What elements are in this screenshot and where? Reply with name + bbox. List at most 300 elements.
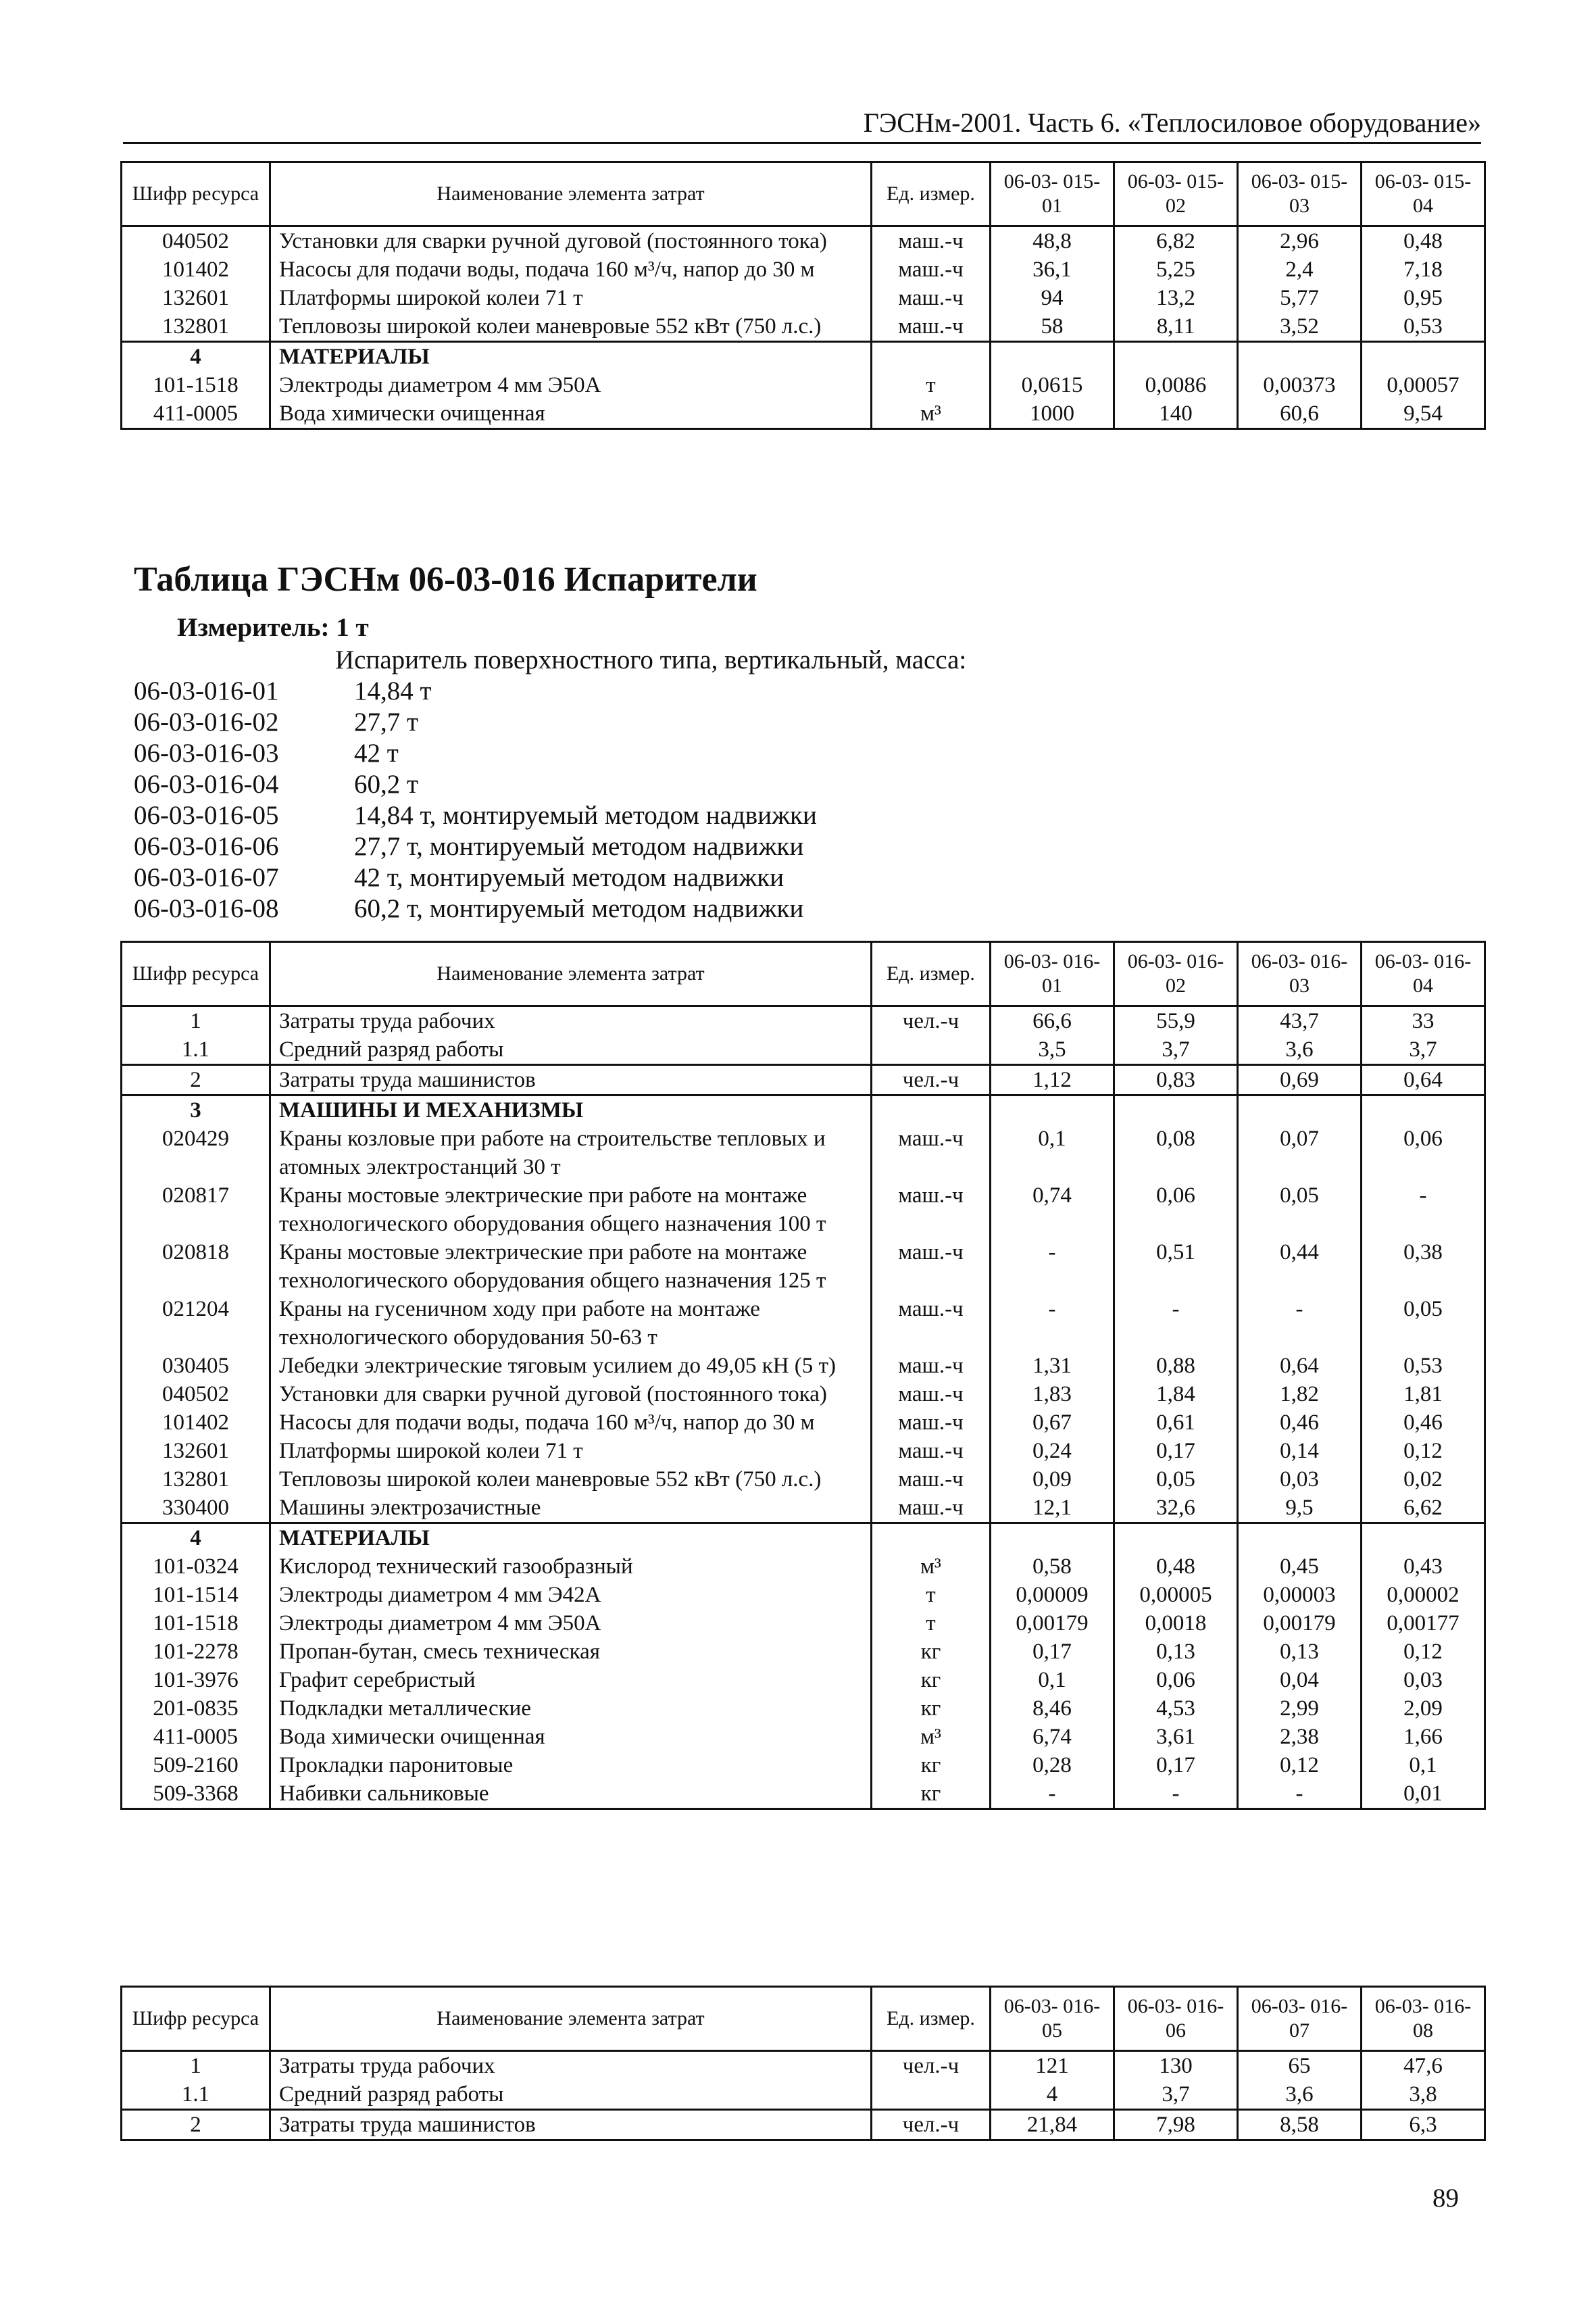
cell-value: 0,1 bbox=[991, 1125, 1114, 1181]
variant-code: 06-03-016-01 bbox=[134, 676, 279, 706]
cell-value: 2,99 bbox=[1238, 1694, 1362, 1723]
cell-value: 0,43 bbox=[1362, 1552, 1485, 1581]
cell-name: Вода химически очищенная bbox=[270, 399, 872, 429]
cell-value: 1,12 bbox=[991, 1065, 1114, 1096]
cell-value: 0,05 bbox=[1238, 1181, 1362, 1238]
cell-code: 411-0005 bbox=[122, 1723, 270, 1751]
cell-empty bbox=[1238, 1096, 1362, 1125]
cell-value: 0,05 bbox=[1362, 1295, 1485, 1352]
cell-unit: маш.-ч bbox=[872, 284, 991, 312]
cell-name: Насосы для подачи воды, подача 160 м³/ч, напор до 30 м bbox=[270, 1408, 872, 1437]
cell-value: 0,02 bbox=[1362, 1465, 1485, 1494]
cell-name: Затраты труда рабочих bbox=[270, 1006, 872, 1036]
cell-code: 101402 bbox=[122, 1408, 270, 1437]
cell-value: 0,1 bbox=[1362, 1751, 1485, 1779]
cell-unit: кг bbox=[872, 1694, 991, 1723]
cell-value: 55,9 bbox=[1114, 1006, 1238, 1036]
variant-code: 06-03-016-03 bbox=[134, 739, 279, 768]
cell-value: 0,03 bbox=[1238, 1465, 1362, 1494]
page-number: 89 bbox=[1432, 2184, 1459, 2213]
cell-value: 3,52 bbox=[1238, 312, 1362, 342]
cell-unit: чел.-ч bbox=[872, 1065, 991, 1096]
cell-unit: м³ bbox=[872, 1723, 991, 1751]
header-code: Шифр ресурса bbox=[122, 1987, 270, 2051]
cell-value: 0,88 bbox=[1114, 1352, 1238, 1380]
variant-text: 27,7 т, монтируемый методом надвижки bbox=[354, 832, 804, 861]
cell-unit: маш.-ч bbox=[872, 1238, 991, 1295]
section-row bbox=[122, 342, 1485, 372]
variants-list bbox=[134, 676, 817, 925]
cell-value: 1,82 bbox=[1238, 1380, 1362, 1408]
variant-code: 06-03-016-04 bbox=[134, 770, 279, 799]
cell-value: 0,17 bbox=[1114, 1751, 1238, 1779]
cell-value: 0,00179 bbox=[1238, 1609, 1362, 1638]
cell-code: 030405 bbox=[122, 1352, 270, 1380]
cell-value: 1,81 bbox=[1362, 1380, 1485, 1408]
cell-value: 1,31 bbox=[991, 1352, 1114, 1380]
cell-value: 0,0018 bbox=[1114, 1609, 1238, 1638]
cell-name: МАШИНЫ И МЕХАНИЗМЫ bbox=[270, 1096, 872, 1125]
table-row bbox=[122, 1238, 1485, 1295]
cell-value: 1000 bbox=[991, 399, 1114, 429]
cell-value: 3,7 bbox=[1114, 2080, 1238, 2110]
cell-value: 7,98 bbox=[1114, 2110, 1238, 2140]
cell-value: 2,96 bbox=[1238, 226, 1362, 256]
variant-item bbox=[134, 800, 817, 831]
cell-name: Краны мостовые электрические при работе на монтаже технологического оборудования общего назначения 125 т bbox=[270, 1238, 872, 1295]
table-row bbox=[122, 1494, 1485, 1523]
cell-name: Установки для сварки ручной дуговой (постоянного тока) bbox=[270, 226, 872, 256]
cell-code: 2 bbox=[122, 2110, 270, 2140]
cell-value: 0,04 bbox=[1238, 1666, 1362, 1694]
cell-name: Прокладки паронитовые bbox=[270, 1751, 872, 1779]
table-row bbox=[122, 226, 1485, 256]
cell-value: 2,4 bbox=[1238, 255, 1362, 284]
cell-value: 0,06 bbox=[1114, 1181, 1238, 1238]
cell-name: МАТЕРИАЛЫ bbox=[270, 342, 872, 372]
cell-name: Электроды диаметром 4 мм Э42А bbox=[270, 1581, 872, 1609]
cell-name: Затраты труда машинистов bbox=[270, 2110, 872, 2140]
variant-item bbox=[134, 769, 817, 800]
cell-value: 6,62 bbox=[1362, 1494, 1485, 1523]
cell-name: Подкладки металлические bbox=[270, 1694, 872, 1723]
cell-value: 0,00005 bbox=[1114, 1581, 1238, 1609]
table-row bbox=[122, 1352, 1485, 1380]
cell-value: - bbox=[991, 1238, 1114, 1295]
header-code: Шифр ресурса bbox=[122, 162, 270, 226]
table-row bbox=[122, 1552, 1485, 1581]
cell-code: 2 bbox=[122, 1065, 270, 1096]
cell-value: 8,11 bbox=[1114, 312, 1238, 342]
variant-text: 42 т bbox=[354, 739, 399, 768]
header-norm-code: 06-03- 016-06 bbox=[1114, 1987, 1238, 2051]
table-row bbox=[122, 1065, 1485, 1096]
cell-value: 0,67 bbox=[991, 1408, 1114, 1437]
header-rule bbox=[123, 142, 1481, 144]
variant-text: 42 т, монтируемый методом надвижки bbox=[354, 863, 784, 892]
cell-value: 3,61 bbox=[1114, 1723, 1238, 1751]
cell-name: Средний разряд работы bbox=[270, 2080, 872, 2110]
table-row bbox=[122, 1638, 1485, 1666]
cell-code: 201-0835 bbox=[122, 1694, 270, 1723]
table-header-row bbox=[122, 1987, 1485, 2051]
cell-value: 0,09 bbox=[991, 1465, 1114, 1494]
cell-value: 5,25 bbox=[1114, 255, 1238, 284]
cell-value: 58 bbox=[991, 312, 1114, 342]
table-header-row bbox=[122, 942, 1485, 1006]
cell-code: 101-1518 bbox=[122, 1609, 270, 1638]
cell-empty bbox=[1114, 1523, 1238, 1553]
cell-value: 121 bbox=[991, 2051, 1114, 2081]
cell-name: Затраты труда рабочих bbox=[270, 2051, 872, 2081]
cell-name: Электроды диаметром 4 мм Э50А bbox=[270, 1609, 872, 1638]
cell-value: 0,0615 bbox=[991, 371, 1114, 399]
cell-name: Тепловозы широкой колеи маневровые 552 кВт (750 л.с.) bbox=[270, 312, 872, 342]
cell-unit: маш.-ч bbox=[872, 1295, 991, 1352]
cell-unit: маш.-ч bbox=[872, 1181, 991, 1238]
cell-value: 0,53 bbox=[1362, 1352, 1485, 1380]
table-row bbox=[122, 2110, 1485, 2140]
table-row bbox=[122, 284, 1485, 312]
cell-code: 4 bbox=[122, 1523, 270, 1553]
cell-value: 3,6 bbox=[1238, 2080, 1362, 2110]
table-row bbox=[122, 1694, 1485, 1723]
variants-intro: Испаритель поверхностного типа, вертикальный, масса: bbox=[335, 645, 967, 674]
cell-value: 0,00002 bbox=[1362, 1581, 1485, 1609]
header-norm-code: 06-03- 015-03 bbox=[1238, 162, 1362, 226]
cell-unit: кг bbox=[872, 1666, 991, 1694]
variant-text: 14,84 т, монтируемый методом надвижки bbox=[354, 801, 817, 830]
cell-value: 2,09 bbox=[1362, 1694, 1485, 1723]
cell-code: 040502 bbox=[122, 226, 270, 256]
cell-name: Кислород технический газообразный bbox=[270, 1552, 872, 1581]
cell-name: Краны козловые при работе на строительстве тепловых и атомных электростанций 30 т bbox=[270, 1125, 872, 1181]
cell-value: 0,95 bbox=[1362, 284, 1485, 312]
table-06-03-016-part2 bbox=[120, 1986, 1486, 2141]
cell-value: 0,08 bbox=[1114, 1125, 1238, 1181]
cell-unit: маш.-ч bbox=[872, 226, 991, 256]
table-header-row bbox=[122, 162, 1485, 226]
variant-text: 60,2 т, монтируемый методом надвижки bbox=[354, 894, 804, 923]
cell-value: 0,46 bbox=[1238, 1408, 1362, 1437]
variant-item bbox=[134, 862, 817, 893]
cell-value: 0,14 bbox=[1238, 1437, 1362, 1465]
cell-name: Платформы широкой колеи 71 т bbox=[270, 1437, 872, 1465]
cell-value: 32,6 bbox=[1114, 1494, 1238, 1523]
header-unit: Ед. измер. bbox=[872, 942, 991, 1006]
cell-code: 3 bbox=[122, 1096, 270, 1125]
cell-value: 0,0086 bbox=[1114, 371, 1238, 399]
cell-code: 101-1518 bbox=[122, 371, 270, 399]
cell-code: 132601 bbox=[122, 284, 270, 312]
section-row bbox=[122, 1096, 1485, 1125]
cell-empty bbox=[1114, 342, 1238, 372]
cell-code: 132601 bbox=[122, 1437, 270, 1465]
cell-unit: чел.-ч bbox=[872, 2051, 991, 2081]
header-norm-code: 06-03- 016-03 bbox=[1238, 942, 1362, 1006]
cell-unit: м³ bbox=[872, 1552, 991, 1581]
cell-name: Краны мостовые электрические при работе на монтаже технологического оборудования общего назначения 100 т bbox=[270, 1181, 872, 1238]
table-06-03-016-part1 bbox=[120, 941, 1486, 1810]
header-name: Наименование элемента затрат bbox=[270, 942, 872, 1006]
cell-empty bbox=[1362, 1096, 1485, 1125]
table-row bbox=[122, 1181, 1485, 1238]
cell-value: 1,83 bbox=[991, 1380, 1114, 1408]
cell-unit: маш.-ч bbox=[872, 1352, 991, 1380]
cell-unit: маш.-ч bbox=[872, 1494, 991, 1523]
cell-unit: маш.-ч bbox=[872, 255, 991, 284]
cell-unit: м³ bbox=[872, 399, 991, 429]
cell-value: 94 bbox=[991, 284, 1114, 312]
cell-empty bbox=[872, 1523, 991, 1553]
cell-value: 66,6 bbox=[991, 1006, 1114, 1036]
cell-value: 8,46 bbox=[991, 1694, 1114, 1723]
cell-code: 1 bbox=[122, 2051, 270, 2081]
cell-unit: маш.-ч bbox=[872, 312, 991, 342]
cell-value: 3,6 bbox=[1238, 1035, 1362, 1065]
cell-unit: т bbox=[872, 371, 991, 399]
table-row bbox=[122, 1295, 1485, 1352]
cell-empty bbox=[991, 1096, 1114, 1125]
cell-value: 0,01 bbox=[1362, 1779, 1485, 1809]
table-row bbox=[122, 1779, 1485, 1809]
table-row bbox=[122, 1723, 1485, 1751]
header-unit: Ед. измер. bbox=[872, 162, 991, 226]
cell-value: 0,74 bbox=[991, 1181, 1114, 1238]
measure-unit: Измеритель: 1 т bbox=[177, 613, 369, 642]
cell-value: - bbox=[991, 1779, 1114, 1809]
cell-value: - bbox=[1114, 1779, 1238, 1809]
cell-unit bbox=[872, 1035, 991, 1065]
section-row bbox=[122, 1523, 1485, 1553]
variant-text: 14,84 т bbox=[354, 676, 432, 706]
cell-value: 0,38 bbox=[1362, 1238, 1485, 1295]
variant-item bbox=[134, 893, 817, 925]
cell-code: 101-3976 bbox=[122, 1666, 270, 1694]
header-name: Наименование элемента затрат bbox=[270, 1987, 872, 2051]
cell-empty bbox=[1238, 1523, 1362, 1553]
header-unit: Ед. измер. bbox=[872, 1987, 991, 2051]
cell-code: 509-2160 bbox=[122, 1751, 270, 1779]
cell-value: 12,1 bbox=[991, 1494, 1114, 1523]
variant-code: 06-03-016-02 bbox=[134, 708, 279, 737]
cell-value: 130 bbox=[1114, 2051, 1238, 2081]
cell-value: 0,07 bbox=[1238, 1125, 1362, 1181]
cell-value: 0,12 bbox=[1362, 1437, 1485, 1465]
cell-value: 3,5 bbox=[991, 1035, 1114, 1065]
cell-value: 0,00179 bbox=[991, 1609, 1114, 1638]
cell-value: 21,84 bbox=[991, 2110, 1114, 2140]
cell-empty bbox=[1238, 342, 1362, 372]
cell-name: Графит серебристый bbox=[270, 1666, 872, 1694]
cell-empty bbox=[1362, 342, 1485, 372]
cell-code: 1.1 bbox=[122, 2080, 270, 2110]
variant-code: 06-03-016-08 bbox=[134, 894, 279, 923]
cell-unit: кг bbox=[872, 1751, 991, 1779]
table-06-03-015-continuation bbox=[120, 161, 1486, 430]
cell-name: Насосы для подачи воды, подача 160 м³/ч, напор до 30 м bbox=[270, 255, 872, 284]
cell-empty bbox=[991, 342, 1114, 372]
cell-code: 040502 bbox=[122, 1380, 270, 1408]
header-norm-code: 06-03- 016-05 bbox=[991, 1987, 1114, 2051]
cell-code: 1.1 bbox=[122, 1035, 270, 1065]
cell-value: 0,69 bbox=[1238, 1065, 1362, 1096]
cell-code: 411-0005 bbox=[122, 399, 270, 429]
cell-value: - bbox=[1238, 1295, 1362, 1352]
cell-value: 6,3 bbox=[1362, 2110, 1485, 2140]
cell-unit: маш.-ч bbox=[872, 1380, 991, 1408]
cell-value: 0,06 bbox=[1114, 1666, 1238, 1694]
cell-code: 101-0324 bbox=[122, 1552, 270, 1581]
cell-value: - bbox=[1362, 1181, 1485, 1238]
cell-value: 0,83 bbox=[1114, 1065, 1238, 1096]
cell-value: 0,00057 bbox=[1362, 371, 1485, 399]
cell-code: 020818 bbox=[122, 1238, 270, 1295]
cell-value: 0,06 bbox=[1362, 1125, 1485, 1181]
cell-value: 4,53 bbox=[1114, 1694, 1238, 1723]
cell-code: 020429 bbox=[122, 1125, 270, 1181]
running-header: ГЭСНм-2001. Часть 6. «Теплосиловое оборудование» bbox=[863, 107, 1481, 138]
cell-empty bbox=[1114, 1096, 1238, 1125]
cell-name: Лебедки электрические тяговым усилием до 49,05 кН (5 т) bbox=[270, 1352, 872, 1380]
cell-value: 0,45 bbox=[1238, 1552, 1362, 1581]
cell-value: 0,48 bbox=[1114, 1552, 1238, 1581]
cell-unit: чел.-ч bbox=[872, 2110, 991, 2140]
cell-name: Вода химически очищенная bbox=[270, 1723, 872, 1751]
header-norm-code: 06-03- 016-08 bbox=[1362, 1987, 1485, 2051]
table-row bbox=[122, 1437, 1485, 1465]
cell-empty bbox=[872, 1096, 991, 1125]
variant-item bbox=[134, 707, 817, 738]
cell-value: 1,66 bbox=[1362, 1723, 1485, 1751]
cell-code: 4 bbox=[122, 342, 270, 372]
variant-code: 06-03-016-06 bbox=[134, 832, 279, 861]
table-row bbox=[122, 1125, 1485, 1181]
table-row bbox=[122, 1380, 1485, 1408]
variant-item bbox=[134, 831, 817, 862]
cell-value: 36,1 bbox=[991, 255, 1114, 284]
variant-text: 60,2 т bbox=[354, 770, 419, 799]
cell-value: 9,54 bbox=[1362, 399, 1485, 429]
cell-unit: кг bbox=[872, 1779, 991, 1809]
cell-value: 3,7 bbox=[1114, 1035, 1238, 1065]
table-row bbox=[122, 399, 1485, 429]
header-norm-code: 06-03- 015-01 bbox=[991, 162, 1114, 226]
table-row bbox=[122, 1465, 1485, 1494]
table-row bbox=[122, 1006, 1485, 1036]
cell-value: 0,44 bbox=[1238, 1238, 1362, 1295]
cell-value: 0,53 bbox=[1362, 312, 1485, 342]
cell-code: 021204 bbox=[122, 1295, 270, 1352]
cell-code: 132801 bbox=[122, 312, 270, 342]
cell-value: 140 bbox=[1114, 399, 1238, 429]
table-row bbox=[122, 1035, 1485, 1065]
cell-unit: т bbox=[872, 1609, 991, 1638]
cell-value: 0,13 bbox=[1238, 1638, 1362, 1666]
cell-value: 0,64 bbox=[1238, 1352, 1362, 1380]
cell-value: 0,05 bbox=[1114, 1465, 1238, 1494]
cell-name: Затраты труда машинистов bbox=[270, 1065, 872, 1096]
cell-value: 0,12 bbox=[1238, 1751, 1362, 1779]
cell-unit bbox=[872, 2080, 991, 2110]
cell-value: 8,58 bbox=[1238, 2110, 1362, 2140]
cell-name: Машины электрозачистные bbox=[270, 1494, 872, 1523]
cell-value: 13,2 bbox=[1114, 284, 1238, 312]
cell-value: 0,48 bbox=[1362, 226, 1485, 256]
table-row bbox=[122, 1408, 1485, 1437]
cell-name: МАТЕРИАЛЫ bbox=[270, 1523, 872, 1553]
cell-unit: т bbox=[872, 1581, 991, 1609]
cell-value: 1,84 bbox=[1114, 1380, 1238, 1408]
cell-value: - bbox=[1238, 1779, 1362, 1809]
cell-value: 9,5 bbox=[1238, 1494, 1362, 1523]
cell-name: Установки для сварки ручной дуговой (постоянного тока) bbox=[270, 1380, 872, 1408]
variant-code: 06-03-016-07 bbox=[134, 863, 279, 892]
cell-value: 0,64 bbox=[1362, 1065, 1485, 1096]
cell-value: 3,8 bbox=[1362, 2080, 1485, 2110]
cell-value: 0,61 bbox=[1114, 1408, 1238, 1437]
header-name: Наименование элемента затрат bbox=[270, 162, 872, 226]
cell-value: 0,00177 bbox=[1362, 1609, 1485, 1638]
cell-value: 0,12 bbox=[1362, 1638, 1485, 1666]
table-title: Таблица ГЭСНм 06-03-016 Испарители bbox=[134, 560, 757, 599]
header-code: Шифр ресурса bbox=[122, 942, 270, 1006]
cell-code: 1 bbox=[122, 1006, 270, 1036]
header-norm-code: 06-03- 015-04 bbox=[1362, 162, 1485, 226]
cell-unit: маш.-ч bbox=[872, 1465, 991, 1494]
cell-value: 0,28 bbox=[991, 1751, 1114, 1779]
cell-code: 101-1514 bbox=[122, 1581, 270, 1609]
table-row bbox=[122, 1609, 1485, 1638]
cell-value: 0,58 bbox=[991, 1552, 1114, 1581]
cell-name: Пропан-бутан, смесь техническая bbox=[270, 1638, 872, 1666]
variant-item bbox=[134, 676, 817, 707]
variant-item bbox=[134, 738, 817, 769]
cell-value: 5,77 bbox=[1238, 284, 1362, 312]
header-norm-code: 06-03- 016-07 bbox=[1238, 1987, 1362, 2051]
table-row bbox=[122, 371, 1485, 399]
cell-value: 6,82 bbox=[1114, 226, 1238, 256]
cell-code: 132801 bbox=[122, 1465, 270, 1494]
cell-value: 0,00009 bbox=[991, 1581, 1114, 1609]
cell-value: 7,18 bbox=[1362, 255, 1485, 284]
cell-value: 0,00373 bbox=[1238, 371, 1362, 399]
cell-code: 101402 bbox=[122, 255, 270, 284]
header-norm-code: 06-03- 016-02 bbox=[1114, 942, 1238, 1006]
cell-value: 43,7 bbox=[1238, 1006, 1362, 1036]
cell-value: 60,6 bbox=[1238, 399, 1362, 429]
cell-value: 6,74 bbox=[991, 1723, 1114, 1751]
table-row bbox=[122, 2051, 1485, 2081]
cell-name: Платформы широкой колеи 71 т bbox=[270, 284, 872, 312]
cell-unit: маш.-ч bbox=[872, 1408, 991, 1437]
table-row bbox=[122, 255, 1485, 284]
header-norm-code: 06-03- 015-02 bbox=[1114, 162, 1238, 226]
cell-value: 48,8 bbox=[991, 226, 1114, 256]
cell-value: 33 bbox=[1362, 1006, 1485, 1036]
cell-name: Набивки сальниковые bbox=[270, 1779, 872, 1809]
table-row bbox=[122, 1666, 1485, 1694]
table-row bbox=[122, 1751, 1485, 1779]
cell-value: 0,00003 bbox=[1238, 1581, 1362, 1609]
cell-value: 3,7 bbox=[1362, 1035, 1485, 1065]
cell-value: 0,03 bbox=[1362, 1666, 1485, 1694]
cell-empty bbox=[872, 342, 991, 372]
cell-name: Тепловозы широкой колеи маневровые 552 кВт (750 л.с.) bbox=[270, 1465, 872, 1494]
cell-empty bbox=[991, 1523, 1114, 1553]
cell-value: 0,17 bbox=[1114, 1437, 1238, 1465]
cell-value: 2,38 bbox=[1238, 1723, 1362, 1751]
